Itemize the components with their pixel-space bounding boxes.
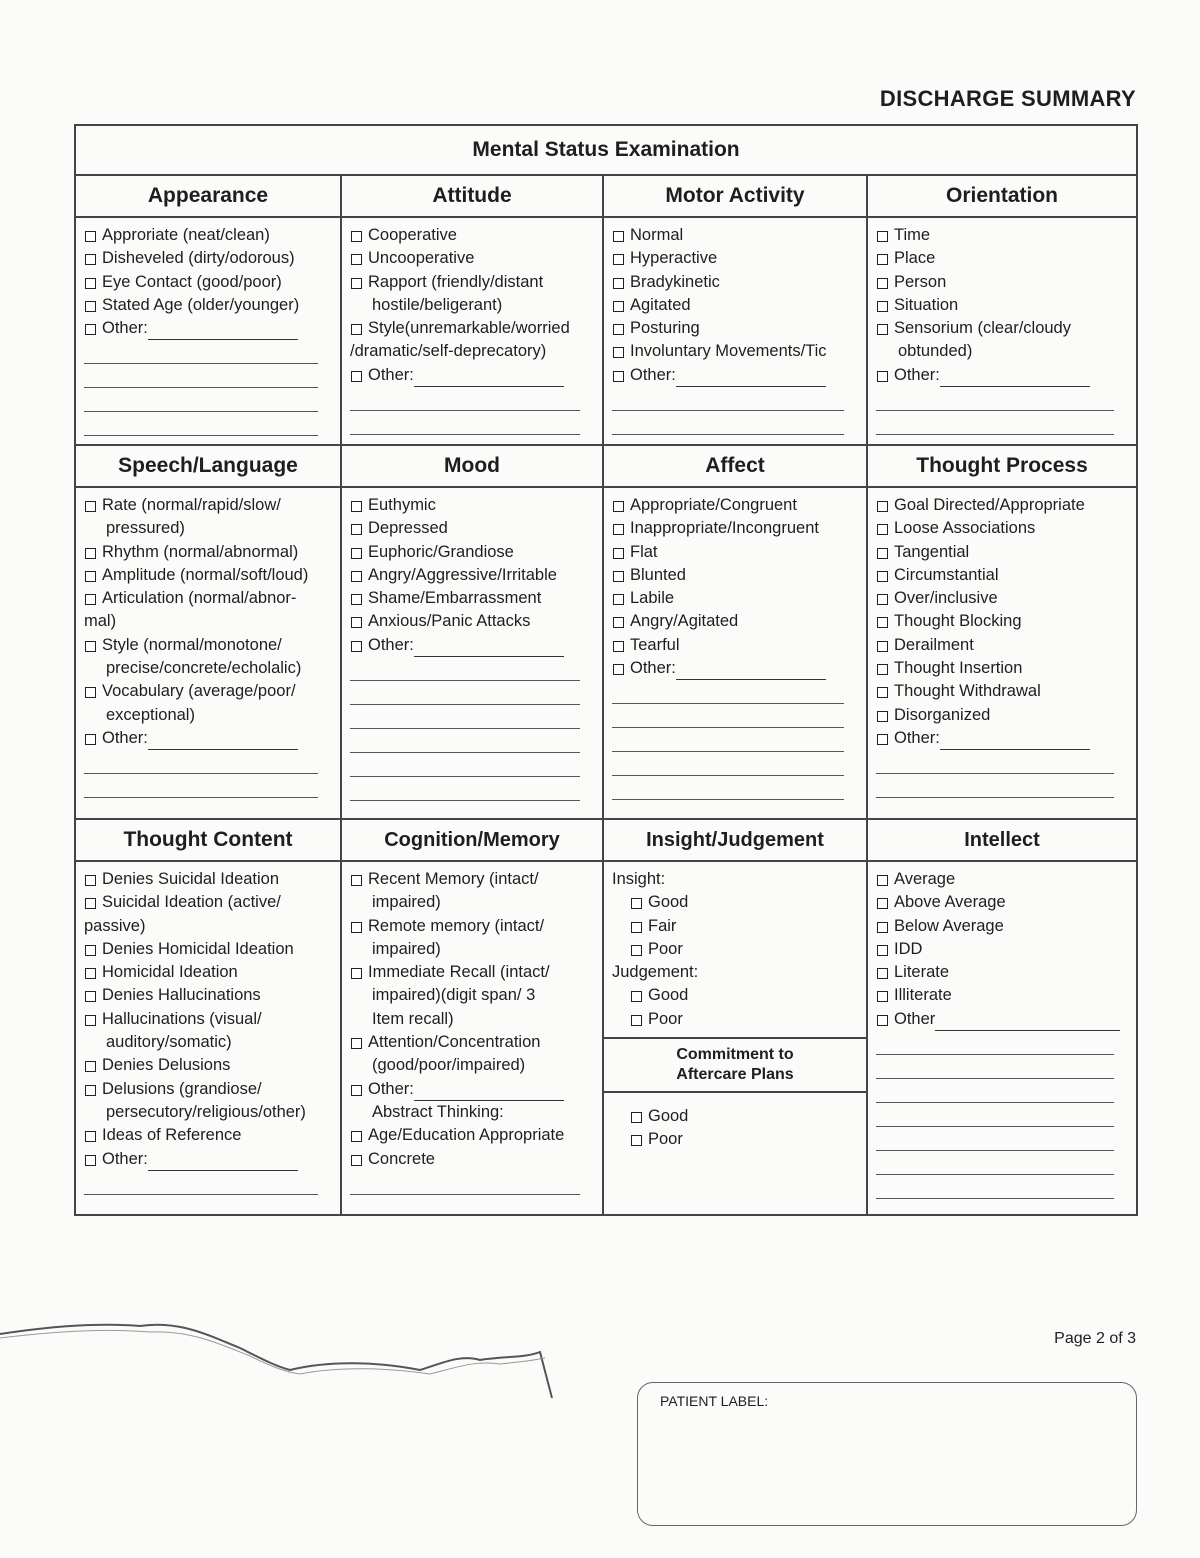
checkbox-option[interactable]: Thought Blocking: [876, 610, 1130, 633]
write-line[interactable]: [84, 750, 318, 774]
checkbox-option[interactable]: Denies Homicidal Ideation: [84, 938, 334, 961]
checkbox-option[interactable]: Good: [630, 1105, 860, 1128]
cognition-memory-header: Cognition/Memory: [341, 819, 603, 861]
checkbox-option[interactable]: Homicidal Ideation: [84, 961, 334, 984]
option-continuation: exceptional): [106, 705, 195, 724]
option-continuation: impaired): [372, 939, 441, 958]
write-line[interactable]: [876, 1127, 1114, 1151]
checkbox-option[interactable]: Place: [876, 247, 1130, 270]
other-label: Other:: [368, 365, 414, 384]
checkbox-option[interactable]: Depressed: [350, 517, 596, 540]
checkbox-option[interactable]: Style(unremarkable/worried: [350, 317, 596, 340]
other-label: Other:: [102, 1149, 148, 1168]
checkbox-option[interactable]: Involuntary Movements/Tic: [612, 340, 860, 363]
write-line[interactable]: [84, 412, 318, 436]
judgement-label: Judgement:: [612, 963, 699, 982]
write-line[interactable]: [612, 752, 844, 776]
checkbox-option[interactable]: Flat: [612, 541, 860, 564]
write-line[interactable]: [84, 774, 318, 798]
write-line[interactable]: [876, 1031, 1114, 1055]
write-line[interactable]: [876, 750, 1114, 774]
option-continuation: persecutory/religious/other): [106, 1102, 306, 1121]
checkbox-option[interactable]: Person: [876, 271, 1130, 294]
write-line[interactable]: [350, 657, 580, 681]
patient-label-box[interactable]: [637, 1382, 1137, 1526]
other-blank[interactable]: [940, 733, 1090, 750]
insight-judgement-cell: [604, 862, 866, 1214]
checkbox-option[interactable]: Thought Withdrawal: [876, 680, 1130, 703]
thought-content-header: Thought Content: [75, 819, 341, 861]
insight-judgement-header: Insight/Judgement: [603, 819, 867, 861]
checkbox-option[interactable]: Rhythm (normal/abnormal): [84, 541, 334, 564]
checkbox-option[interactable]: Age/Education Appropriate: [350, 1124, 596, 1147]
checkbox-option[interactable]: Poor: [630, 1128, 860, 1151]
option-continuation: hostile/beligerant): [372, 295, 503, 314]
checkbox-option[interactable]: Denies Delusions: [84, 1054, 334, 1077]
checkbox-option[interactable]: Rapport (friendly/distant: [350, 271, 596, 294]
torn-paper-edge: [0, 1300, 560, 1400]
write-line[interactable]: [350, 681, 580, 705]
checkbox-option[interactable]: Illiterate: [876, 984, 1130, 1007]
patient-label-text: PATIENT LABEL:: [660, 1393, 769, 1409]
write-line[interactable]: [876, 1103, 1114, 1127]
checkbox-option[interactable]: Ideas of Reference: [84, 1124, 334, 1147]
orientation-header: Orientation: [867, 175, 1137, 217]
checkbox-option[interactable]: Bradykinetic: [612, 271, 860, 294]
checkbox-option[interactable]: Goal Directed/Appropriate: [876, 494, 1130, 517]
option-continuation: /dramatic/self-deprecatory): [350, 342, 547, 361]
other-blank[interactable]: [935, 1014, 1120, 1031]
speech-language-header: Speech/Language: [75, 445, 341, 487]
other-label: Other:: [102, 728, 148, 747]
write-line[interactable]: [612, 411, 844, 435]
checkbox-option[interactable]: Concrete: [350, 1148, 596, 1171]
checkbox-option[interactable]: Loose Associations: [876, 517, 1130, 540]
checkbox-option[interactable]: Good: [630, 891, 860, 914]
option-continuation: passive): [84, 916, 146, 935]
affect-cell: [604, 488, 866, 818]
other-blank[interactable]: [676, 370, 826, 387]
option-continuation: Item recall): [372, 1009, 454, 1028]
other-option[interactable]: [876, 1008, 1130, 1031]
thought-content-cell: [76, 862, 340, 1214]
checkbox-option[interactable]: Thought Insertion: [876, 657, 1130, 680]
checkbox-option[interactable]: Tangential: [876, 541, 1130, 564]
write-line[interactable]: [84, 388, 318, 412]
other-label: Other:: [894, 728, 940, 747]
other-option[interactable]: [84, 727, 334, 750]
abstract-thinking-label: Abstract Thinking:: [372, 1102, 504, 1121]
page-number: Page 2 of 3: [1054, 1330, 1136, 1347]
other-option[interactable]: [612, 657, 860, 680]
mood-cell: [342, 488, 602, 818]
write-line[interactable]: [612, 387, 844, 411]
write-line[interactable]: [876, 1151, 1114, 1175]
write-line[interactable]: [612, 704, 844, 728]
checkbox-option[interactable]: Denies Hallucinations: [84, 984, 334, 1007]
write-line[interactable]: [876, 411, 1114, 435]
speech-language-cell: [76, 488, 340, 818]
other-option[interactable]: [350, 634, 596, 657]
other-blank[interactable]: [940, 370, 1090, 387]
checkbox-option[interactable]: Uncooperative: [350, 247, 596, 270]
checkbox-option[interactable]: Angry/Agitated: [612, 610, 860, 633]
checkbox-option[interactable]: Euphoric/Grandiose: [350, 541, 596, 564]
other-blank[interactable]: [414, 370, 564, 387]
commitment-line-2: Aftercare Plans: [676, 1066, 794, 1084]
checkbox-option[interactable]: Attention/Concentration: [350, 1031, 596, 1054]
other-blank[interactable]: [414, 1084, 564, 1101]
option-continuation: pressured): [106, 519, 185, 538]
checkbox-option[interactable]: Disorganized: [876, 704, 1130, 727]
checkbox-option[interactable]: Posturing: [612, 317, 860, 340]
checkbox-option[interactable]: Delusions (grandiose/: [84, 1078, 334, 1101]
write-line[interactable]: [876, 774, 1114, 798]
checkbox-option[interactable]: Blunted: [612, 564, 860, 587]
attitude-cell: [342, 218, 602, 444]
checkbox-option[interactable]: Over/inclusive: [876, 587, 1130, 610]
mental-status-table: [74, 124, 1138, 1216]
other-option[interactable]: [876, 727, 1130, 750]
other-option[interactable]: [84, 1148, 334, 1171]
write-line[interactable]: [350, 387, 580, 411]
checkbox-option[interactable]: Circumstantial: [876, 564, 1130, 587]
appearance-cell: [76, 218, 340, 444]
checkbox-option[interactable]: Labile: [612, 587, 860, 610]
thought-process-cell: [868, 488, 1136, 818]
other-label: Other:: [368, 635, 414, 654]
write-line[interactable]: [612, 680, 844, 704]
checkbox-option[interactable]: Cooperative: [350, 224, 596, 247]
other-blank[interactable]: [148, 1154, 298, 1171]
other-option[interactable]: [84, 317, 334, 340]
motor-activity-cell: [604, 218, 866, 444]
write-line[interactable]: [350, 777, 580, 801]
commitment-line-1: Commitment to: [676, 1046, 794, 1064]
checkbox-option[interactable]: Style (normal/monotone/: [84, 634, 334, 657]
other-blank[interactable]: [414, 640, 564, 657]
motor-activity-header: Motor Activity: [603, 175, 867, 217]
cognition-memory-cell: [342, 862, 602, 1214]
option-continuation: impaired)(digit span/ 3: [372, 986, 536, 1005]
checkbox-option[interactable]: Recent Memory (intact/: [350, 868, 596, 891]
intellect-header: Intellect: [867, 819, 1137, 861]
checkbox-option[interactable]: Situation: [876, 294, 1130, 317]
insight-label: Insight:: [612, 870, 666, 888]
checkbox-option[interactable]: Approriate (neat/clean): [84, 224, 334, 247]
checkbox-option[interactable]: Poor: [630, 1008, 860, 1031]
checkbox-option[interactable]: Eye Contact (good/poor): [84, 271, 334, 294]
option-continuation: obtunded): [898, 342, 973, 361]
checkbox-option[interactable]: Good: [630, 984, 860, 1007]
checkbox-option[interactable]: Suicidal Ideation (active/: [84, 891, 334, 914]
option-continuation: mal): [84, 612, 117, 631]
other-option[interactable]: [350, 364, 596, 387]
other-label: Other:: [630, 365, 676, 384]
checkbox-option[interactable]: IDD: [876, 938, 1130, 961]
write-line[interactable]: [84, 364, 318, 388]
write-line[interactable]: [84, 340, 318, 364]
write-line[interactable]: [350, 1171, 580, 1195]
other-option[interactable]: [612, 364, 860, 387]
checkbox-option[interactable]: Hallucinations (visual/: [84, 1008, 334, 1031]
other-blank[interactable]: [148, 733, 298, 750]
checkbox-option[interactable]: Stated Age (older/younger): [84, 294, 334, 317]
affect-header: Affect: [603, 445, 867, 487]
orientation-cell: [868, 218, 1136, 444]
checkbox-option[interactable]: Rate (normal/rapid/slow/: [84, 494, 334, 517]
write-line[interactable]: [84, 1171, 318, 1195]
attitude-header: Attitude: [341, 175, 603, 217]
write-line[interactable]: [612, 776, 844, 800]
other-label: Other:: [368, 1079, 414, 1098]
checkbox-option[interactable]: Remote memory (intact/: [350, 915, 596, 938]
checkbox-option[interactable]: Immediate Recall (intact/: [350, 961, 596, 984]
checkbox-option[interactable]: Inappropriate/Incongruent: [612, 517, 860, 540]
checkbox-option[interactable]: Tearful: [612, 634, 860, 657]
commitment-header: [604, 1037, 866, 1093]
checkbox-option[interactable]: Anxious/Panic Attacks: [350, 610, 596, 633]
checkbox-option[interactable]: Disheveled (dirty/odorous): [84, 247, 334, 270]
checkbox-option[interactable]: Above Average: [876, 891, 1130, 914]
checkbox-option[interactable]: Vocabulary (average/poor/: [84, 680, 334, 703]
write-line[interactable]: [876, 387, 1114, 411]
other-blank[interactable]: [148, 323, 298, 340]
checkbox-option[interactable]: Articulation (normal/abnor-: [84, 587, 334, 610]
checkbox-option[interactable]: Hyperactive: [612, 247, 860, 270]
document-title: DISCHARGE SUMMARY: [879, 86, 1136, 111]
intellect-cell: [868, 862, 1136, 1214]
write-line[interactable]: [350, 705, 580, 729]
write-line[interactable]: [350, 729, 580, 753]
other-label: Other: [894, 1009, 936, 1028]
write-line[interactable]: [876, 1055, 1114, 1079]
checkbox-option[interactable]: Time: [876, 224, 1130, 247]
checkbox-option[interactable]: Poor: [630, 938, 860, 961]
checkbox-option[interactable]: Agitated: [612, 294, 860, 317]
checkbox-option[interactable]: Average: [876, 868, 1130, 891]
option-continuation: auditory/somatic): [106, 1033, 232, 1052]
option-continuation: (good/poor/impaired): [372, 1056, 526, 1075]
checkbox-option[interactable]: Euthymic: [350, 494, 596, 517]
checkbox-option[interactable]: Below Average: [876, 915, 1130, 938]
checkbox-option[interactable]: Angry/Aggressive/Irritable: [350, 564, 596, 587]
appearance-header: Appearance: [75, 175, 341, 217]
write-line[interactable]: [876, 1079, 1114, 1103]
write-line[interactable]: [350, 411, 580, 435]
checkbox-option[interactable]: Derailment: [876, 634, 1130, 657]
other-option[interactable]: [350, 1078, 596, 1101]
checkbox-option[interactable]: Sensorium (clear/cloudy: [876, 317, 1130, 340]
checkbox-option[interactable]: Shame/Embarrassment: [350, 587, 596, 610]
option-continuation: impaired): [372, 893, 441, 912]
mood-header: Mood: [341, 445, 603, 487]
checkbox-option[interactable]: Denies Suicidal Ideation: [84, 868, 334, 891]
write-line[interactable]: [612, 728, 844, 752]
other-option[interactable]: [876, 364, 1130, 387]
exam-title: Mental Status Examination: [75, 125, 1137, 175]
other-label: Other:: [630, 659, 676, 678]
checkbox-option[interactable]: Fair: [630, 915, 860, 938]
thought-process-header: Thought Process: [867, 445, 1137, 487]
checkbox-option[interactable]: Literate: [876, 961, 1130, 984]
write-line[interactable]: [876, 1175, 1114, 1199]
checkbox-option[interactable]: Normal: [612, 224, 860, 247]
option-continuation: precise/concrete/echolalic): [106, 659, 302, 678]
checkbox-option[interactable]: Amplitude (normal/soft/loud): [84, 564, 334, 587]
other-label: Other:: [102, 319, 148, 338]
write-line[interactable]: [350, 753, 580, 777]
other-blank[interactable]: [676, 663, 826, 680]
other-label: Other:: [894, 365, 940, 384]
checkbox-option[interactable]: Appropriate/Congruent: [612, 494, 860, 517]
